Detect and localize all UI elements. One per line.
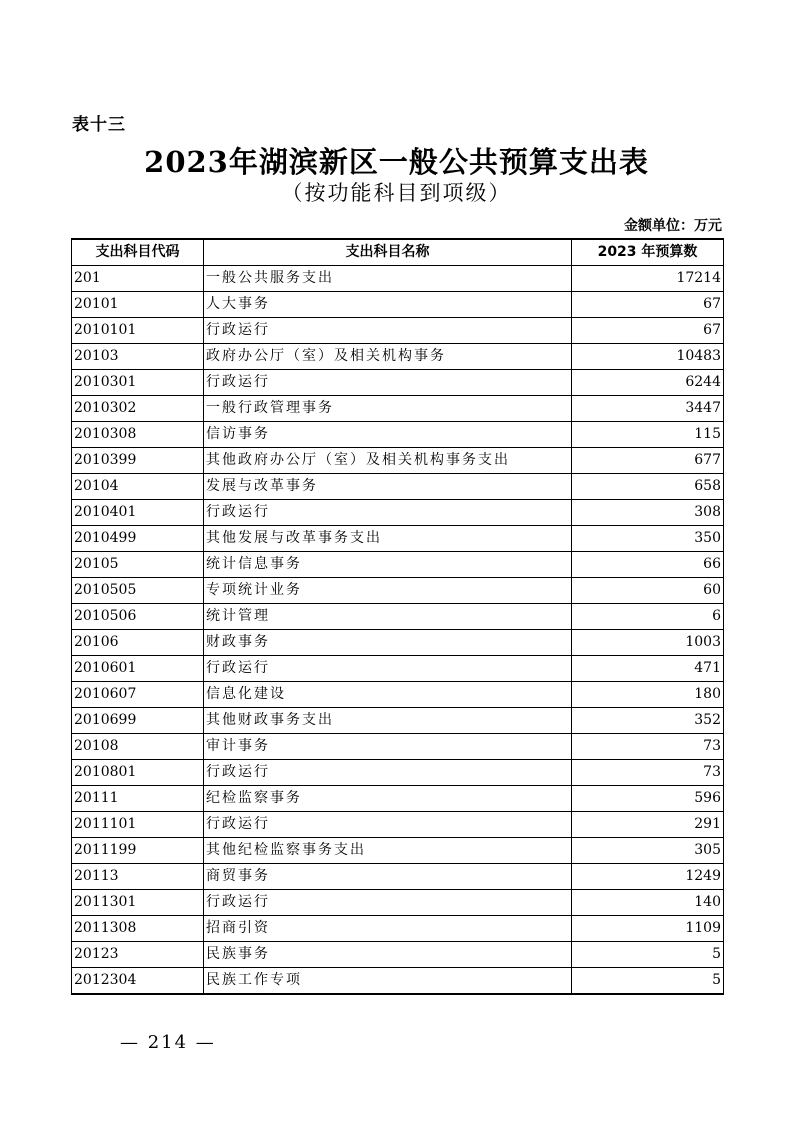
subject-name-cell: 行政运行 (204, 500, 572, 526)
table-row (72, 916, 724, 942)
budget-amount-cell: 5 (572, 968, 724, 995)
budget-expenditure-table (71, 238, 724, 995)
table-row (72, 682, 724, 708)
budget-amount-cell: 10483 (572, 344, 724, 370)
subject-name-cell: 一般行政管理事务 (204, 396, 572, 422)
budget-amount-cell: 17214 (572, 266, 724, 292)
subject-code-cell: 20106 (72, 630, 204, 656)
budget-amount-cell: 180 (572, 682, 724, 708)
page-title: 2023年湖滨新区一般公共预算支出表 (144, 145, 649, 179)
table-row (72, 292, 724, 318)
subject-name-cell: 民族工作专项 (204, 968, 572, 995)
budget-amount-cell: 6 (572, 604, 724, 630)
subject-code-cell: 2010801 (72, 760, 204, 786)
budget-amount-cell: 658 (572, 474, 724, 500)
column-header-name: 支出科目名称 (204, 239, 572, 266)
table-row (72, 500, 724, 526)
subject-code-cell: 2011301 (72, 890, 204, 916)
table-row (72, 864, 724, 890)
budget-amount-cell: 352 (572, 708, 724, 734)
subject-code-cell: 20103 (72, 344, 204, 370)
budget-amount-cell: 73 (572, 760, 724, 786)
subject-name-cell: 审计事务 (204, 734, 572, 760)
table-row (72, 942, 724, 968)
table-row (72, 448, 724, 474)
table-row (72, 812, 724, 838)
subject-code-cell: 2010101 (72, 318, 204, 344)
page-subtitle: （按功能科目到项级） (281, 181, 512, 205)
budget-amount-cell: 291 (572, 812, 724, 838)
subject-name-cell: 信息化建设 (204, 682, 572, 708)
subject-name-cell: 政府办公厅（室）及相关机构事务 (204, 344, 572, 370)
subject-name-cell: 发展与改革事务 (204, 474, 572, 500)
subject-name-cell: 行政运行 (204, 318, 572, 344)
budget-amount-cell: 1249 (572, 864, 724, 890)
subject-name-cell: 招商引资 (204, 916, 572, 942)
subject-name-cell: 人大事务 (204, 292, 572, 318)
subject-name-cell: 商贸事务 (204, 864, 572, 890)
subject-code-cell: 20104 (72, 474, 204, 500)
subject-code-cell: 2010601 (72, 656, 204, 682)
subject-name-cell: 其他政府办公厅（室）及相关机构事务支出 (204, 448, 572, 474)
table-row (72, 630, 724, 656)
table-row (72, 734, 724, 760)
budget-amount-cell: 1003 (572, 630, 724, 656)
budget-amount-cell: 677 (572, 448, 724, 474)
table-row (72, 786, 724, 812)
table-row (72, 968, 724, 995)
subject-code-cell: 2010302 (72, 396, 204, 422)
subject-code-cell: 2010607 (72, 682, 204, 708)
subject-name-cell: 统计管理 (204, 604, 572, 630)
budget-amount-cell: 66 (572, 552, 724, 578)
subject-name-cell: 一般公共服务支出 (204, 266, 572, 292)
budget-amount-cell: 140 (572, 890, 724, 916)
table-row (72, 422, 724, 448)
subject-name-cell: 行政运行 (204, 370, 572, 396)
subject-code-cell: 2010505 (72, 578, 204, 604)
table-row (72, 552, 724, 578)
budget-amount-cell: 3447 (572, 396, 724, 422)
subject-name-cell: 行政运行 (204, 760, 572, 786)
subject-code-cell: 201 (72, 266, 204, 292)
table-row (72, 344, 724, 370)
budget-amount-cell: 115 (572, 422, 724, 448)
subject-name-cell: 纪检监察事务 (204, 786, 572, 812)
subject-code-cell: 2010699 (72, 708, 204, 734)
subject-code-cell: 2010399 (72, 448, 204, 474)
table-row (72, 578, 724, 604)
subject-code-cell: 20113 (72, 864, 204, 890)
amount-unit-label: 金额单位：万元 (624, 218, 722, 234)
subject-code-cell: 20101 (72, 292, 204, 318)
budget-amount-cell: 60 (572, 578, 724, 604)
subject-code-cell: 2011308 (72, 916, 204, 942)
table-row (72, 890, 724, 916)
subject-name-cell: 统计信息事务 (204, 552, 572, 578)
subject-code-cell: 2010506 (72, 604, 204, 630)
table-row (72, 760, 724, 786)
subject-name-cell: 其他纪检监察事务支出 (204, 838, 572, 864)
subject-code-cell: 20123 (72, 942, 204, 968)
budget-amount-cell: 308 (572, 500, 724, 526)
table-row (72, 370, 724, 396)
column-header-code: 支出科目代码 (72, 239, 204, 266)
budget-amount-cell: 1109 (572, 916, 724, 942)
subject-code-cell: 2010301 (72, 370, 204, 396)
table-body (72, 266, 724, 995)
subject-name-cell: 行政运行 (204, 656, 572, 682)
column-header-amount: 2023 年预算数 (572, 239, 724, 266)
budget-amount-cell: 471 (572, 656, 724, 682)
table-row (72, 318, 724, 344)
subject-name-cell: 民族事务 (204, 942, 572, 968)
table-row (72, 526, 724, 552)
budget-amount-cell: 67 (572, 292, 724, 318)
budget-amount-cell: 6244 (572, 370, 724, 396)
budget-amount-cell: 67 (572, 318, 724, 344)
budget-amount-cell: 73 (572, 734, 724, 760)
table-row (72, 266, 724, 292)
subject-code-cell: 2010499 (72, 526, 204, 552)
subject-code-cell: 20111 (72, 786, 204, 812)
subject-code-cell: 20108 (72, 734, 204, 760)
table-row (72, 708, 724, 734)
subject-code-cell: 2010401 (72, 500, 204, 526)
subject-code-cell: 2011101 (72, 812, 204, 838)
table-row (72, 656, 724, 682)
subject-name-cell: 专项统计业务 (204, 578, 572, 604)
budget-amount-cell: 305 (572, 838, 724, 864)
subject-name-cell: 其他发展与改革事务支出 (204, 526, 572, 552)
subject-code-cell: 2011199 (72, 838, 204, 864)
subject-name-cell: 行政运行 (204, 812, 572, 838)
subject-code-cell: 20105 (72, 552, 204, 578)
table-row (72, 396, 724, 422)
budget-amount-cell: 596 (572, 786, 724, 812)
subject-name-cell: 行政运行 (204, 890, 572, 916)
table-header-row (72, 239, 724, 266)
subject-name-cell: 财政事务 (204, 630, 572, 656)
subject-code-cell: 2012304 (72, 968, 204, 995)
subject-name-cell: 信访事务 (204, 422, 572, 448)
subject-code-cell: 2010308 (72, 422, 204, 448)
page-number: — 214 — (120, 1032, 216, 1053)
table-row (72, 474, 724, 500)
subject-name-cell: 其他财政事务支出 (204, 708, 572, 734)
budget-amount-cell: 5 (572, 942, 724, 968)
table-row (72, 604, 724, 630)
table-number-label: 表十三 (72, 115, 126, 135)
budget-amount-cell: 350 (572, 526, 724, 552)
table-row (72, 838, 724, 864)
